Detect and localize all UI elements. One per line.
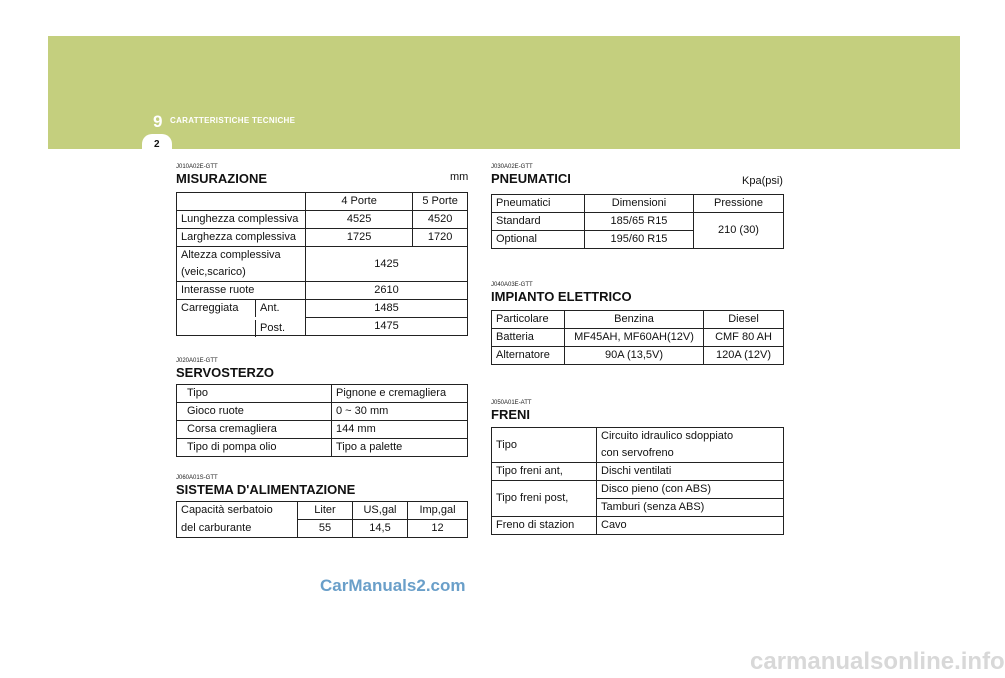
altezza-value: 1425 bbox=[306, 247, 468, 282]
post-value1: Disco pieno (con ABS) bbox=[597, 481, 784, 499]
chapter-number: 9 bbox=[153, 112, 163, 131]
header-impgal: Imp,gal bbox=[408, 502, 468, 520]
alimentazione-label2: del carburante bbox=[177, 520, 298, 538]
header-usgal: US,gal bbox=[353, 502, 408, 520]
batteria-label: Batteria bbox=[492, 329, 565, 347]
servosterzo-row-label: Tipo di pompa olio bbox=[177, 439, 332, 457]
alimentazione-code: J060A01S-GTT bbox=[176, 475, 218, 481]
lunghezza-5: 4520 bbox=[413, 211, 468, 229]
lunghezza-4: 4525 bbox=[306, 211, 413, 229]
pneumatici-table bbox=[491, 194, 784, 249]
alternatore-diesel: 120A (12V) bbox=[704, 347, 784, 365]
watermark-carmanuals[interactable]: CarManuals2.com bbox=[320, 576, 466, 595]
watermark-online: carmanualsonline.info bbox=[750, 648, 1005, 675]
carreggiata-post: Post. bbox=[255, 320, 285, 337]
servosterzo-row-value: 144 mm bbox=[332, 421, 468, 439]
impianto-title: IMPIANTO ELETTRICO bbox=[491, 289, 632, 304]
servosterzo-row-value: Tipo a palette bbox=[332, 439, 468, 457]
alimentazione-table bbox=[176, 501, 468, 538]
alternatore-benzina: 90A (13,5V) bbox=[565, 347, 704, 365]
value-liter: 55 bbox=[298, 520, 353, 538]
tipo-label: Tipo bbox=[492, 428, 597, 463]
servosterzo-row-label: Gioco ruote bbox=[177, 403, 332, 421]
header-pneumatici: Pneumatici bbox=[492, 195, 585, 213]
header-benzina: Benzina bbox=[565, 311, 704, 329]
post-label: Tipo freni post, bbox=[492, 481, 597, 517]
interasse-value: 2610 bbox=[306, 282, 468, 300]
pneumatici-unit: Kpa(psi) bbox=[742, 175, 783, 187]
pneumatici-code: J030A02E-GTT bbox=[491, 164, 533, 170]
tipo-value1: Circuito idraulico sdoppiato bbox=[597, 428, 784, 446]
larghezza-5: 1720 bbox=[413, 229, 468, 247]
staz-label: Freno di stazion bbox=[492, 517, 597, 535]
header-diesel: Diesel bbox=[704, 311, 784, 329]
standard-dim: 185/65 R15 bbox=[585, 213, 694, 231]
alimentazione-label1: Capacità serbatoio bbox=[177, 502, 298, 520]
carreggiata-ant: Ant. bbox=[255, 300, 280, 317]
ant-value: Dischi ventilati bbox=[597, 463, 784, 481]
servosterzo-code: J020A01E-GTT bbox=[176, 358, 218, 364]
impianto-code: J040A03E-GTT bbox=[491, 282, 533, 288]
alternatore-label: Alternatore bbox=[492, 347, 565, 365]
header-liter: Liter bbox=[298, 502, 353, 520]
servosterzo-row-label: Corsa cremagliera bbox=[177, 421, 332, 439]
freni-title: FRENI bbox=[491, 407, 530, 422]
optional-dim: 195/60 R15 bbox=[585, 231, 694, 249]
alimentazione-title: SISTEMA D'ALIMENTAZIONE bbox=[176, 482, 356, 497]
freni-code: J050A01E-ATT bbox=[491, 400, 532, 406]
header-band bbox=[48, 36, 960, 149]
chapter-title: CARATTERISTICHE TECNICHE bbox=[170, 116, 296, 125]
larghezza-4: 1725 bbox=[306, 229, 413, 247]
value-impgal: 12 bbox=[408, 520, 468, 538]
misurazione-title: MISURAZIONE bbox=[176, 171, 267, 186]
col-5porte: 5 Porte bbox=[413, 193, 468, 211]
pneumatici-title: PNEUMATICI bbox=[491, 171, 571, 186]
optional-label: Optional bbox=[492, 231, 585, 249]
servosterzo-row-value: 0 ~ 30 mm bbox=[332, 403, 468, 421]
misurazione-unit: mm bbox=[450, 171, 469, 183]
header-dimensioni: Dimensioni bbox=[585, 195, 694, 213]
pressione-value: 210 (30) bbox=[694, 213, 784, 249]
servosterzo-row-value: Pignone e cremagliera bbox=[332, 385, 468, 403]
batteria-benzina: MF45AH, MF60AH(12V) bbox=[565, 329, 704, 347]
ant-label: Tipo freni ant, bbox=[492, 463, 597, 481]
servosterzo-title: SERVOSTERZO bbox=[176, 365, 275, 380]
altezza-label2: (veic,scarico) bbox=[177, 264, 306, 282]
servosterzo-table bbox=[176, 384, 468, 457]
carreggiata-ant-value: 1485 bbox=[306, 300, 468, 318]
impianto-table bbox=[491, 310, 784, 365]
misurazione-table bbox=[176, 192, 468, 336]
value-usgal: 14,5 bbox=[353, 520, 408, 538]
tipo-value2: con servofreno bbox=[597, 445, 784, 463]
lunghezza-label: Lunghezza complessiva bbox=[177, 211, 306, 229]
carreggiata-text: Carreggiata bbox=[181, 302, 239, 314]
larghezza-label: Larghezza complessiva bbox=[177, 229, 306, 247]
header-pressione: Pressione bbox=[694, 195, 784, 213]
misurazione-code: J010A02E-GTT bbox=[176, 164, 218, 170]
staz-value: Cavo bbox=[597, 517, 784, 535]
page-number: 2 bbox=[154, 139, 160, 150]
carreggiata-post-value: 1475 bbox=[306, 318, 468, 336]
standard-label: Standard bbox=[492, 213, 585, 231]
col-4porte: 4 Porte bbox=[306, 193, 413, 211]
post-value2: Tamburi (senza ABS) bbox=[597, 499, 784, 517]
carreggiata-label bbox=[177, 300, 306, 336]
altezza-label1: Altezza complessiva bbox=[177, 247, 306, 265]
freni-table bbox=[491, 427, 784, 535]
interasse-label: Interasse ruote bbox=[177, 282, 306, 300]
servosterzo-row-label: Tipo bbox=[177, 385, 332, 403]
batteria-diesel: CMF 80 AH bbox=[704, 329, 784, 347]
header-particolare: Particolare bbox=[492, 311, 565, 329]
